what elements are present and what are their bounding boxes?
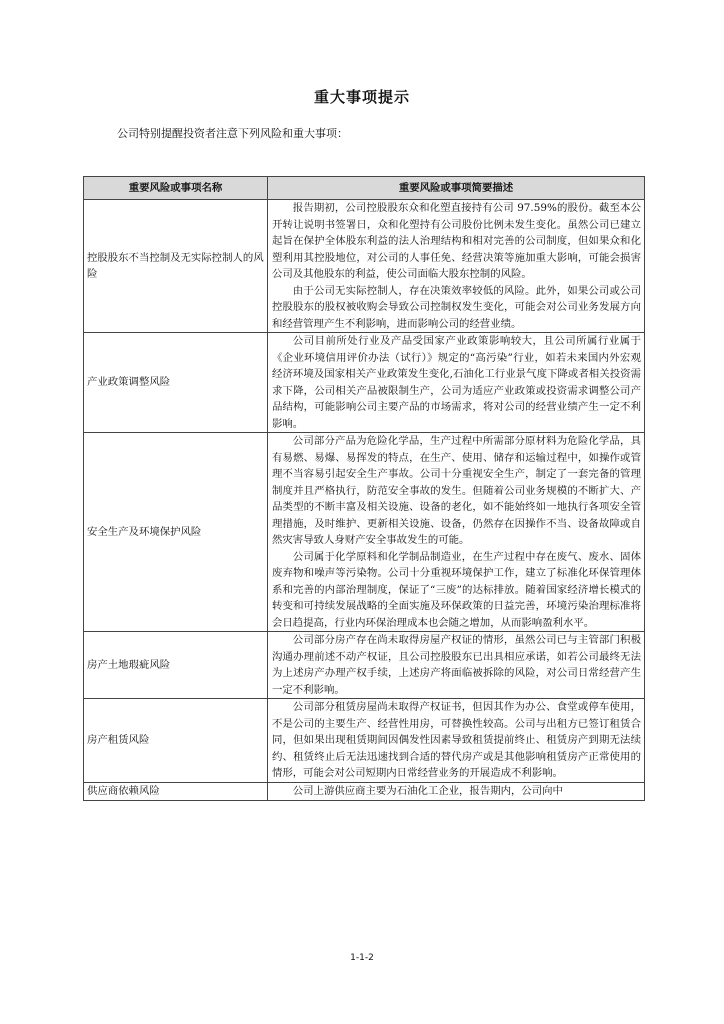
header-risk-name: 重要风险或事项名称 xyxy=(84,177,268,200)
table-row xyxy=(84,782,645,800)
risk-table xyxy=(83,176,645,801)
risk-paragraph: 公司上游供应商主要为石油化工企业，报告期内，公司向中 xyxy=(292,784,563,797)
risk-paragraph: 公司部分产品为危险化学品，生产过程中所需部分原材料为危险化学品，具有易燃、易爆、易挥发的特点，在生产、使用、储存和运输过程中，如操作或管理不当容易引起安全生产事故。公司十分重视安全生产，制定了一套完备的管理制度并且严格执行，防范安全事故的发生。但随着公司业务规模的不断扩大、产品类型的不断丰富及相关设施、设备的老化，如不能始终如一地执行各项安全管理措施，及时维护、更新相关设施、设备，仍然存在因操作不当、设备故障或自然灾害导致人身财产安全事故发生的可能。 xyxy=(272,435,641,546)
risk-paragraph: 公司属于化学原料和化学制品制造业，在生产过程中存在废气、废水、固体废弃物和噪声等污染物。公司十分重视环境保护工作，建立了标准化环保管理体系和完善的内部治理制度，保证了“三废”的达标排放。随着国家经济增长模式的转变和可持续发展战略的全面实施及环保政策的日益完善，环境污染治理标准将会日趋提高，行业内环保治理成本也会随之增加，从而影响盈利水平。 xyxy=(272,550,641,629)
risk-description xyxy=(268,333,645,433)
risk-paragraph: 公司部分房产存在尚未取得房屋产权证的情形，虽然公司已与主管部门积极沟通办理前述不动产权证，且公司控股股东已出具相应承诺，如若公司最终无法为上述房产办理产权手续，上述房产将面临被拆除的风险，对公司日常经营产生一定不利影响。 xyxy=(272,634,641,696)
table-header-row xyxy=(84,177,645,200)
table-row xyxy=(84,632,645,699)
risk-description xyxy=(268,699,645,783)
table-row xyxy=(84,699,645,783)
page-title: 重大事项提示 xyxy=(313,88,410,106)
intro-text: 公司特别提醒投资者注意下列风险和重大事项： xyxy=(117,127,348,140)
table-row xyxy=(84,333,645,433)
risk-description xyxy=(268,200,645,333)
risk-name: 房产租赁风险 xyxy=(84,699,268,783)
header-risk-description: 重要风险或事项简要描述 xyxy=(268,177,645,200)
risk-paragraph: 由于公司无实际控制人，存在决策效率较低的风险。此外，如果公司或公司控股股东的股权被收购会导致公司控制权发生变化，可能会对公司业务发展方向和经营管理产生不利影响，进而影响公司的经营业绩。 xyxy=(272,284,641,330)
risk-description xyxy=(268,632,645,699)
risk-paragraph: 公司部分租赁房屋尚未取得产权证书，但因其作为办公、食堂或停车使用，不是公司的主要生产、经营性用房，可替换性较高。公司与出租方已签订租赁合同，但如果出现租赁期间因偶发性因素导致租赁提前终止、租赁房产到期无法续约、租赁终止后无法迅速找到合适的替代房产或是其他影响租赁房产正常使用的情形，可能会对公司短期内日常经营业务的开展造成不利影响。 xyxy=(272,701,641,779)
page-number: 1-1-2 xyxy=(350,953,374,963)
risk-name: 控股股东不当控制及无实际控制人的风险 xyxy=(84,200,268,333)
risk-name: 供应商依赖风险 xyxy=(84,782,268,800)
risk-description xyxy=(268,782,645,800)
risk-paragraph: 报告期初，公司控股股东众和化塑直接持有公司 97.59%的股份。截至本公开转让说明书签署日，众和化塑持有公司股份比例未发生变化。虽然公司已建立起旨在保护全体股东利益的法人治理结构和相对完善的公司制度，但如果众和化塑利用其控股地位，对公司的人事任免、经营决策等施加重大影响，可能会损害公司及其他股东的利益，使公司面临大股东控制的风险。 xyxy=(272,202,641,280)
risk-name: 安全生产及环境保护风险 xyxy=(84,433,268,632)
table-row xyxy=(84,200,645,333)
risk-paragraph: 公司目前所处行业及产品受国家产业政策影响较大，且公司所属行业属于《企业环境信用评价办法（试行）》规定的“高污染”行业，如若未来国内外宏观经济环境及国家相关产业政策发生变化,石油化工行业景气度下降或者相关投资需求下降，公司相关产品被限制生产，公司为适应产业政策或投资需求调整公司产品结构，可能影响公司主要产品的市场需求，将对公司的经营业绩产生一定不利影响。 xyxy=(272,335,641,430)
risk-name: 房产土地瑕疵风险 xyxy=(84,632,268,699)
risk-description xyxy=(268,433,645,632)
table-row xyxy=(84,433,645,632)
risk-name: 产业政策调整风险 xyxy=(84,333,268,433)
